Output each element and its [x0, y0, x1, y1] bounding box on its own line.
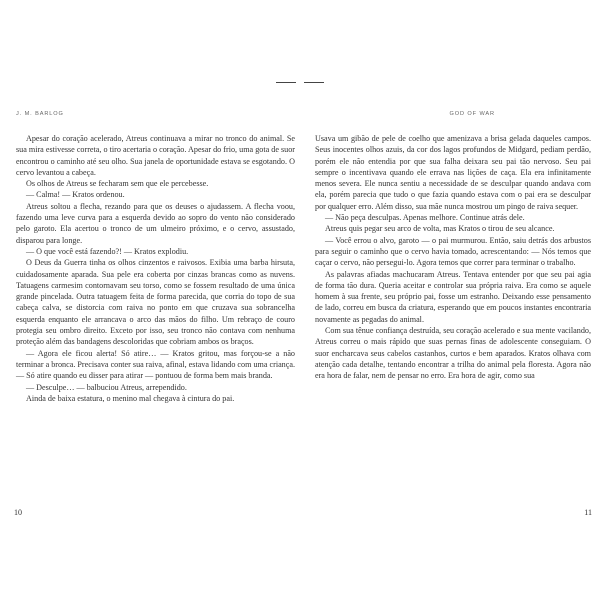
paragraph: Ainda de baixa estatura, o menino mal chegava à cintura do pai.	[26, 393, 235, 403]
paragraph: Os olhos de Atreus se fecharam sem que ele percebesse.	[26, 179, 209, 189]
paragraph: Com sua tênue confiança destruída, seu coração acelerado e sua mente vacilando, Atreus correu o mais rápido que suas pernas finas de adolescente conseguiam. O suor encharcava seus cabelos castanhos, curtos e bem aparados. Kratos olhava com atenção cada detalhe, tentando encontrar a trilha do animal pela floresta. Agora não era hora de falar, nem de pensar no erro. Era hora de agir, como sua	[315, 326, 591, 381]
right-page	[300, 0, 600, 600]
paragraph: Atreus quis pegar seu arco de volta, mas Kratos o tirou de seu alcance.	[325, 224, 555, 234]
paragraph: — Desculpe… — balbuciou Atreus, arrependido.	[26, 382, 187, 392]
right-text-block	[315, 133, 591, 382]
left-running-head: J. M. BARLOG	[16, 111, 64, 117]
left-text-block	[16, 133, 295, 404]
paragraph: — Calma! — Kratos ordenou.	[26, 190, 125, 200]
paragraph: As palavras afiadas machucaram Atreus. Tentava entender por que seu pai agia de forma tão dura. Queria aceitar e controlar sua própria raiva. Era como se aquele homem à sua frente, seu próprio pai, fosse um estranho. Deixando esse pensamento de lado, correu em busca da criatura, esperando que em poucos instantes encontraria novamente as pegadas do animal.	[315, 269, 591, 324]
paragraph: — Você errou o alvo, garoto — o pai murmurou. Então, saiu detrás dos arbustos para seguir o caminho que o cervo havia tomado, acrescentando: — Nós temos que caçar o cervo, não persegui-lo. Agora temos que correr para terminar o trabalho.	[315, 235, 591, 268]
paragraph: — O que você está fazendo?! — Kratos explodiu.	[26, 246, 189, 256]
right-running-head: GOD OF WAR	[449, 111, 495, 117]
paragraph: — Não peça desculpas. Apenas melhore. Continue atrás dele.	[325, 213, 525, 223]
paragraph: Apesar do coração acelerado, Atreus continuava a mirar no tronco do animal. Se sua mira estivesse correta, o tiro acertaria o coração. Apesar do frio, uma gota de suor encontrou o caminho até seu olho. Sua janela de oportunidade estava se esgotando. O cervo levantou a cabeça.	[16, 134, 295, 177]
paragraph: Atreus soltou a flecha, rezando para que os deuses o ajudassem. A flecha voou, fazendo uma leve curva para a esquerda devido ao sopro do vento não considerado pelo garoto. Ela acertou o tronco de um ulmeiro próximo, e o cervo, assustado, disparou para longe.	[16, 201, 295, 245]
paragraph: O Deus da Guerra tinha os olhos cinzentos e raivosos. Exibia uma barba hirsuta, cuidadosamente aparada. Sua pele era coberta por cinzas brancas como as nuvens. Tatuagens carmesim contornavam seu torso, como se fossem resultado de uma única grande pincelada. Outra tatuagem feita de forma parecida, que corria do topo de sua cabeça calva, se distorcia com raiva no ponto em que cruzava sua sobrancelha esquerda enquanto ele arrancava o arco das mãos do filho. Um rebraço de couro protegia seu ombro direito. Exceto por isso, seu tronco não contava com nenhuma proteção além das bandagens descoloridas que cobriam ambos os braços.	[16, 258, 295, 347]
left-page-number: 10	[14, 508, 22, 517]
paragraph: — Agora ele ficou alerta! Só atire… — Kratos gritou, mas forçou-se a não terminar a bronca. Precisava conter sua raiva, afinal, estava lidando com uma criança. — Só atire quando eu disser para atirar — pontuou de forma bem mais branda.	[16, 348, 295, 381]
paragraph: Usava um gibão de pele de coelho que amenizava a brisa gelada daqueles campos. Seus inocentes olhos azuis, da cor dos lagos profundos de Midgard, pediam perdão, porém ele não entendia por que sua falha deixara seu pai tão nervoso. Seu pai sempre o incentivava quando ele errava nas lições de caça. Ela era infinitamente menos severa. Ele nunca sentiu a necessidade de se desculpar quando andava com ela, porém parecia que tudo o que fazia quando estava com o pai era se desculpar por qualquer erro. Além disso, sua mãe nunca mostrou um pingo de raiva sequer.	[315, 134, 591, 211]
right-page-number: 11	[584, 508, 592, 517]
